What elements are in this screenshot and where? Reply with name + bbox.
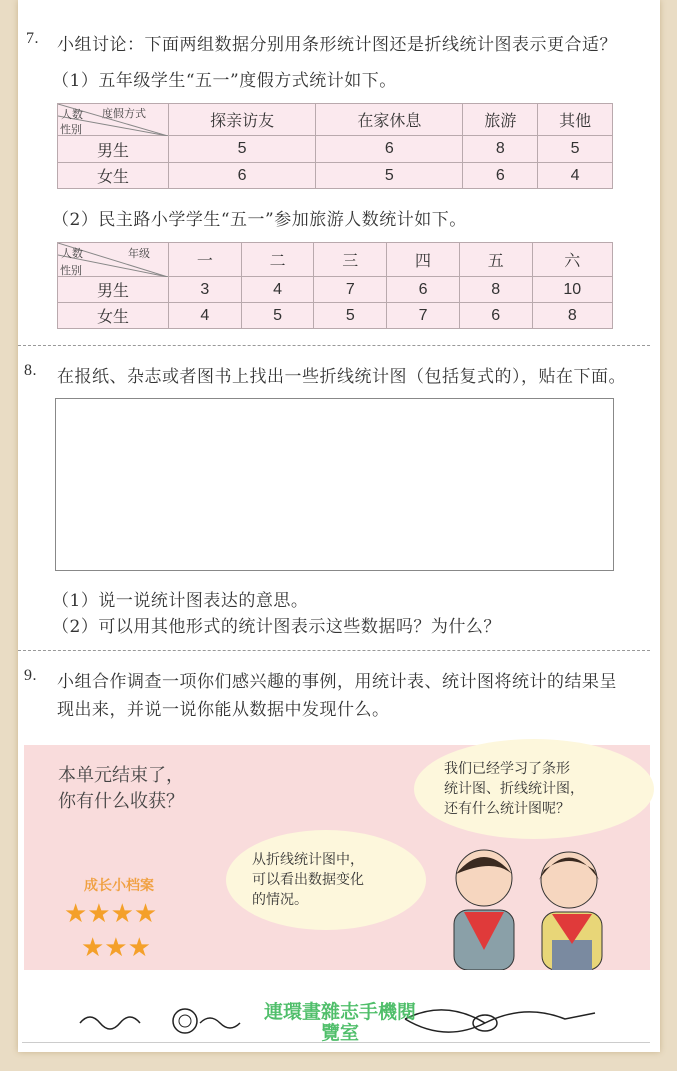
star-rating-row-1: ★★★★ bbox=[64, 899, 158, 929]
prompt-line: 你有什么收获？ bbox=[58, 791, 184, 812]
question-7-text: 小组讨论：下面两组数据分别用条形统计图还是折线统计图表示更合适？ bbox=[57, 35, 617, 55]
table-corner-header bbox=[58, 104, 169, 136]
question-8-number: 8. bbox=[24, 362, 37, 379]
summary-prompt bbox=[58, 763, 184, 815]
cell: 8 bbox=[459, 277, 532, 303]
cell: 4 bbox=[538, 163, 613, 189]
cell: 6 bbox=[169, 163, 316, 189]
column-header: 五 bbox=[459, 243, 532, 277]
cell: 10 bbox=[532, 277, 612, 303]
column-header: 在家休息 bbox=[316, 104, 463, 136]
speech-bubble-boy bbox=[226, 830, 426, 930]
cell: 6 bbox=[463, 163, 538, 189]
column-header: 一 bbox=[169, 243, 242, 277]
row-label: 男生 bbox=[58, 277, 169, 303]
bubble-line: 我们已经学习了条形 bbox=[444, 761, 570, 777]
section-divider bbox=[18, 650, 650, 651]
corner-top-label: 度假方式 bbox=[102, 107, 146, 120]
question-7-number: 7. bbox=[26, 30, 39, 47]
corner-bottom-label: 性别 bbox=[60, 264, 82, 277]
question-7-part-2: （2）民主路小学学生“五一”参加旅游人数统计如下。 bbox=[52, 210, 467, 230]
column-header: 六 bbox=[532, 243, 612, 277]
question-9-line-2: 现出来，并说一说你能从数据中发现什么。 bbox=[57, 700, 390, 720]
table-corner-header bbox=[58, 243, 169, 277]
corner-bottom-label: 性别 bbox=[60, 123, 82, 136]
paste-area bbox=[55, 398, 614, 571]
corner-top-label: 年级 bbox=[128, 247, 150, 260]
table-row bbox=[58, 277, 613, 303]
corner-mid-label: 人数 bbox=[61, 247, 83, 260]
question-9-number: 9. bbox=[24, 667, 37, 684]
column-header: 探亲访友 bbox=[169, 104, 316, 136]
cell: 5 bbox=[169, 136, 316, 163]
question-8-sub-1: （1）说一说统计图表达的意思。 bbox=[52, 591, 309, 611]
bubble-line: 从折线统计图中， bbox=[252, 852, 364, 868]
cell: 5 bbox=[538, 136, 613, 163]
cell: 6 bbox=[387, 277, 460, 303]
column-header: 旅游 bbox=[463, 104, 538, 136]
footer-rule bbox=[22, 1042, 650, 1043]
speech-bubble-girl bbox=[414, 739, 654, 839]
column-header: 四 bbox=[387, 243, 460, 277]
cell: 4 bbox=[169, 303, 242, 329]
cell: 6 bbox=[316, 136, 463, 163]
row-label: 男生 bbox=[58, 136, 169, 163]
column-header: 其他 bbox=[538, 104, 613, 136]
table-row bbox=[58, 303, 613, 329]
table-row bbox=[58, 163, 613, 189]
row-label: 女生 bbox=[58, 163, 169, 189]
column-header: 三 bbox=[314, 243, 387, 277]
watermark-line: 連環畫雜志手機閱 bbox=[263, 1001, 416, 1023]
question-7-part-1: （1）五年级学生“五一”度假方式统计如下。 bbox=[52, 71, 397, 91]
cell: 5 bbox=[316, 163, 463, 189]
bubble-line: 的情况。 bbox=[252, 892, 308, 908]
cell: 3 bbox=[169, 277, 242, 303]
unit-summary-banner bbox=[24, 745, 650, 970]
vacation-table bbox=[57, 103, 613, 189]
question-9-line-1: 小组合作调查一项你们感兴趣的事例，用统计表、统计图将统计的结果呈 bbox=[57, 672, 617, 692]
bubble-line: 可以看出数据变化 bbox=[252, 872, 364, 888]
cell: 5 bbox=[241, 303, 314, 329]
table-row bbox=[58, 136, 613, 163]
cell: 8 bbox=[532, 303, 612, 329]
cell: 8 bbox=[463, 136, 538, 163]
watermark-line: 覽室 bbox=[320, 1022, 359, 1044]
travel-table bbox=[57, 242, 613, 329]
question-8-text: 在报纸、杂志或者图书上找出一些折线统计图（包括复式的），贴在下面。 bbox=[57, 367, 626, 387]
prompt-line: 本单元结束了， bbox=[58, 765, 184, 786]
corner-mid-label: 人数 bbox=[61, 108, 83, 121]
column-header: 二 bbox=[241, 243, 314, 277]
cell: 7 bbox=[314, 277, 387, 303]
row-label: 女生 bbox=[58, 303, 169, 329]
watermark bbox=[200, 1002, 480, 1044]
bubble-line: 统计图、折线统计图， bbox=[444, 781, 584, 797]
students-illustration bbox=[434, 840, 624, 970]
bubble-line: 还有什么统计图呢？ bbox=[444, 801, 570, 817]
cell: 4 bbox=[241, 277, 314, 303]
cell: 6 bbox=[459, 303, 532, 329]
question-8-sub-2: （2）可以用其他形式的统计图表示这些数据吗？为什么？ bbox=[52, 617, 501, 637]
growth-archive-title: 成长小档案 bbox=[84, 878, 154, 894]
section-divider bbox=[18, 345, 650, 346]
star-rating-row-2: ★★★ bbox=[81, 933, 151, 963]
cell: 7 bbox=[387, 303, 460, 329]
cell: 5 bbox=[314, 303, 387, 329]
